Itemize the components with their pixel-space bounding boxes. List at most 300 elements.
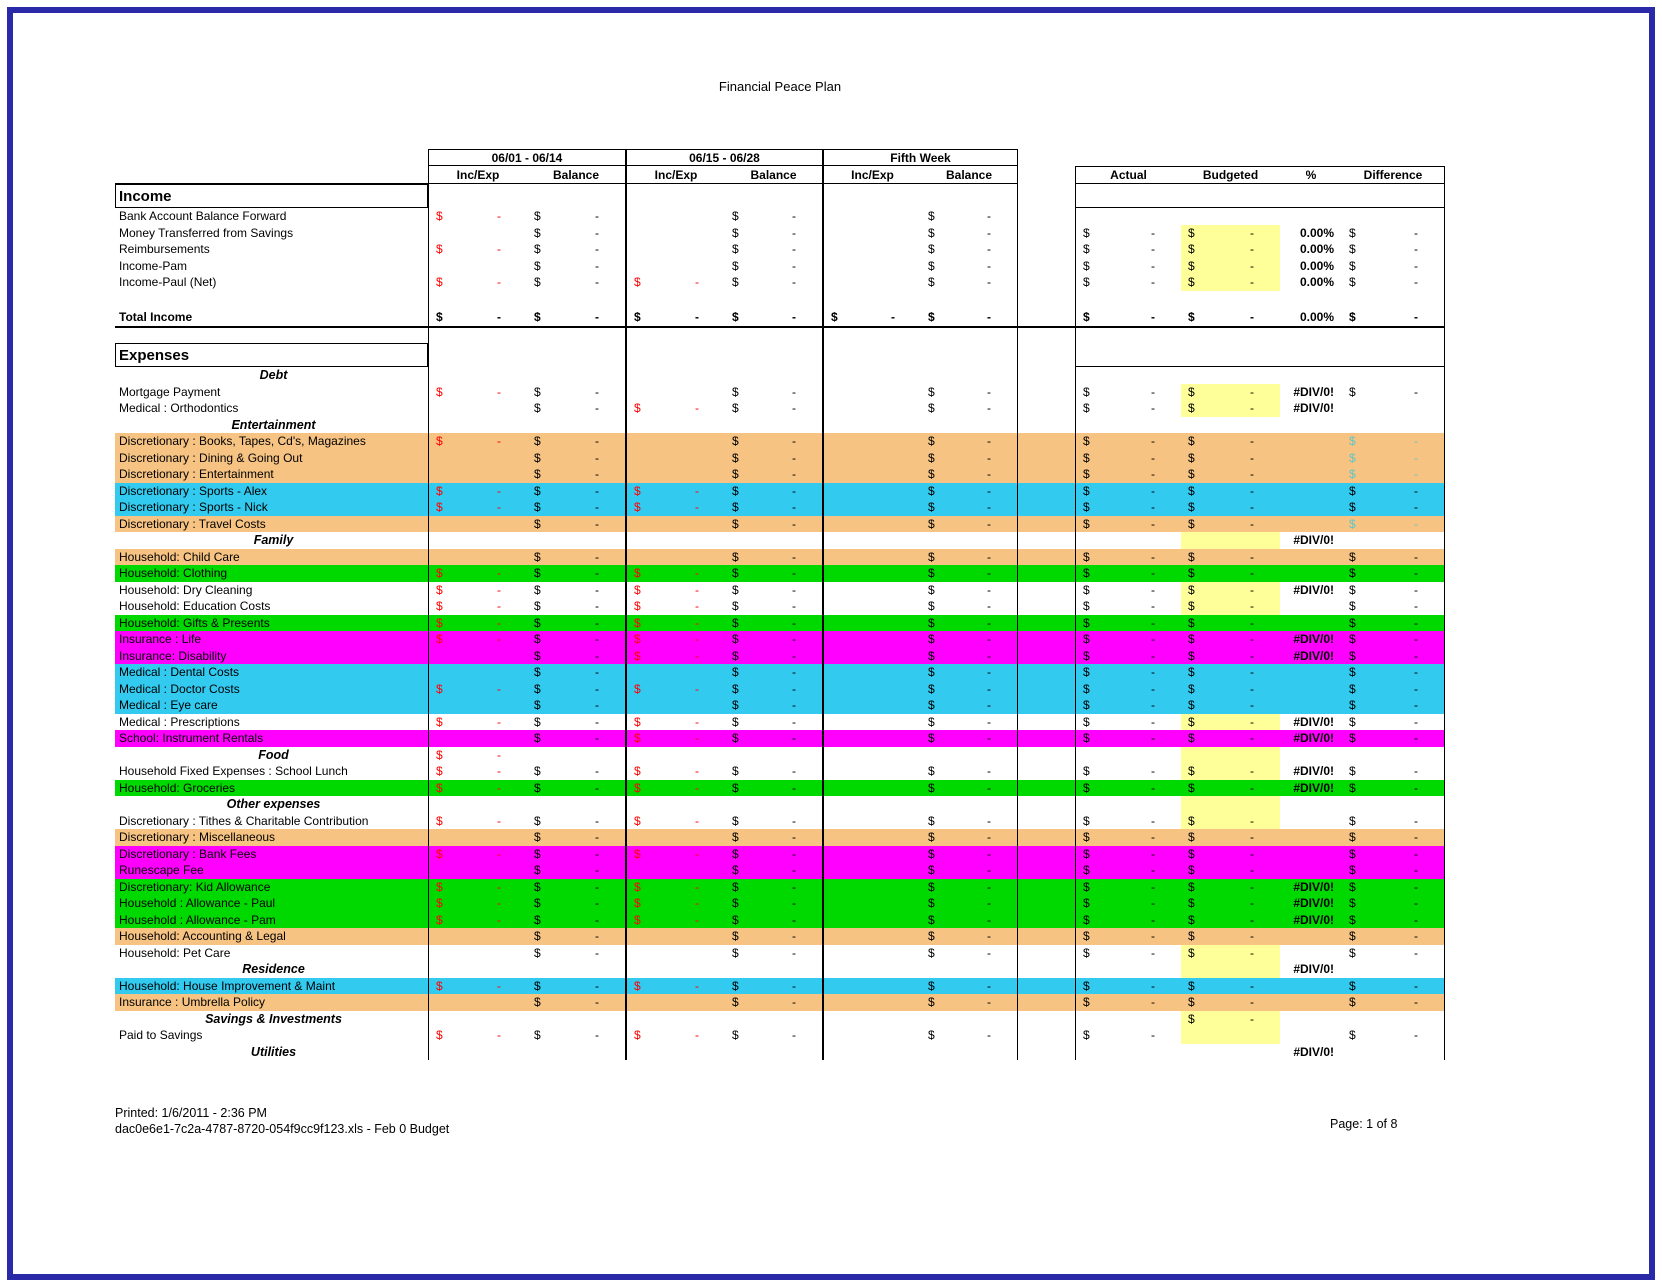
currency-symbol: $ [634, 681, 641, 696]
amount-dash: - [1151, 566, 1155, 581]
amount-dash: - [497, 714, 501, 729]
currency-symbol: $ [1349, 1028, 1356, 1043]
cell-difference [1342, 912, 1445, 929]
row-label: Income-Paul (Net) [119, 275, 217, 290]
cell-p1-balance [527, 258, 626, 275]
currency-symbol: $ [1349, 648, 1356, 663]
p1-balance-header: Balance [527, 166, 626, 184]
cell-label [115, 328, 428, 343]
cell-actual [1075, 631, 1181, 648]
row-label: Expenses [119, 346, 190, 364]
cell-gap [1018, 994, 1075, 1011]
currency-symbol: $ [1188, 434, 1195, 449]
cell-difference [1342, 697, 1445, 714]
cell-gap [1018, 532, 1075, 549]
amount-dash: - [595, 566, 599, 581]
currency-symbol: $ [1083, 599, 1090, 614]
amount-dash: - [792, 846, 796, 861]
cell-gap [1018, 1044, 1075, 1061]
cell-gap [1018, 225, 1075, 242]
cell-p1-balance [527, 225, 626, 242]
amount-dash: - [497, 632, 501, 647]
amount-dash: - [1414, 467, 1418, 482]
cell-p3-balance [921, 1044, 1018, 1061]
currency-symbol: $ [1188, 582, 1195, 597]
cell-actual [1075, 258, 1181, 275]
cell-actual [1075, 328, 1181, 343]
cell-actual [1075, 912, 1181, 929]
currency-symbol: $ [928, 863, 935, 878]
amount-dash: - [987, 813, 991, 828]
row-label: Medical : Doctor Costs [119, 681, 240, 696]
table-row [115, 681, 1445, 698]
cell-label [115, 433, 428, 450]
cell-p2-incexp [626, 328, 725, 343]
currency-symbol: $ [1083, 714, 1090, 729]
cell-budgeted [1181, 565, 1280, 582]
amount-dash: - [595, 764, 599, 779]
cell-p1-balance [527, 307, 626, 326]
cell-p2-balance [725, 582, 823, 599]
amount-dash: - [987, 549, 991, 564]
cell-difference [1342, 1011, 1445, 1028]
cell-p1-balance [527, 582, 626, 599]
cell-gap [1018, 450, 1075, 467]
cell-p1-incexp [428, 862, 527, 879]
cell-p1-incexp [428, 241, 527, 258]
amount-dash: - [1151, 813, 1155, 828]
currency-symbol: $ [1349, 995, 1356, 1010]
total-row [115, 307, 1445, 328]
cell-p1-incexp [428, 466, 527, 483]
amount-dash: - [1414, 830, 1418, 845]
amount-dash: - [595, 665, 599, 680]
cell-difference [1342, 258, 1445, 275]
cell-percent [1280, 184, 1342, 208]
currency-symbol: $ [634, 599, 641, 614]
cell-p1-incexp [428, 582, 527, 599]
cell-p3-balance [921, 615, 1018, 632]
currency-symbol: $ [928, 566, 935, 581]
cell-p2-balance [725, 681, 823, 698]
amount-dash: - [792, 1028, 796, 1043]
cell-label [115, 483, 428, 500]
cell-p2-incexp [626, 862, 725, 879]
cell-budgeted [1181, 945, 1280, 962]
cell-p2-incexp [626, 928, 725, 945]
row-label: Medical : Orthodontics [119, 401, 239, 416]
table-row [115, 258, 1445, 275]
cell-percent [1280, 499, 1342, 516]
cell-p3-incexp [823, 763, 921, 780]
cell-actual [1075, 928, 1181, 945]
cell-difference [1342, 945, 1445, 962]
currency-symbol: $ [436, 615, 443, 630]
cell-gap [1018, 328, 1075, 343]
cell-gap [1018, 928, 1075, 945]
cell-p1-balance [527, 730, 626, 747]
amount-dash: - [497, 813, 501, 828]
row-label: Household : Allowance - Paul [119, 896, 276, 911]
cell-p2-incexp [626, 1027, 725, 1044]
cell-percent [1280, 928, 1342, 945]
cell-difference [1342, 747, 1445, 764]
amount-dash: - [792, 698, 796, 713]
currency-symbol: $ [1349, 665, 1356, 680]
page-number: Page: 1 of 8 [1330, 1117, 1398, 1131]
currency-symbol: $ [732, 681, 739, 696]
amount-dash: - [1250, 780, 1254, 795]
currency-symbol: $ [732, 450, 739, 465]
currency-symbol: $ [1349, 258, 1356, 273]
cell-p1-balance [527, 328, 626, 343]
cell-percent [1280, 549, 1342, 566]
amount-dash: - [1414, 582, 1418, 597]
currency-symbol: $ [928, 242, 935, 257]
amount-dash: - [497, 896, 501, 911]
cell-p3-balance [921, 499, 1018, 516]
cell-budgeted [1181, 499, 1280, 516]
amount-dash: - [497, 582, 501, 597]
currency-symbol: $ [928, 912, 935, 927]
cell-p1-incexp [428, 328, 527, 343]
cell-gap [1018, 780, 1075, 797]
cell-p3-balance [921, 829, 1018, 846]
currency-symbol: $ [436, 275, 443, 290]
amount-dash: - [792, 500, 796, 515]
cell-p2-balance [725, 978, 823, 995]
amount-dash: - [595, 450, 599, 465]
cell-p1-incexp [428, 796, 527, 813]
currency-symbol: $ [831, 309, 838, 324]
currency-symbol: $ [732, 978, 739, 993]
amount-dash: - [792, 467, 796, 482]
currency-symbol: $ [928, 401, 935, 416]
cell-p3-incexp [823, 895, 921, 912]
cell-p2-incexp [626, 598, 725, 615]
amount-dash: - [792, 714, 796, 729]
currency-symbol: $ [1188, 813, 1195, 828]
amount-dash: - [695, 648, 699, 663]
cell-p2-balance [725, 499, 823, 516]
amount-dash: - [1250, 615, 1254, 630]
currency-symbol: $ [1083, 945, 1090, 960]
cell-actual [1075, 450, 1181, 467]
currency-symbol: $ [436, 764, 443, 779]
currency-symbol: $ [1188, 1011, 1195, 1026]
cell-label [115, 978, 428, 995]
amount-dash: - [595, 945, 599, 960]
cell-label [115, 208, 428, 225]
cell-p3-balance [921, 796, 1018, 813]
currency-symbol: $ [1188, 309, 1195, 324]
amount-dash: - [792, 681, 796, 696]
currency-symbol: $ [1083, 242, 1090, 257]
cell-p2-incexp [626, 813, 725, 830]
currency-symbol: $ [1349, 912, 1356, 927]
label-column-header [115, 166, 428, 184]
cell-gap [1018, 582, 1075, 599]
cell-percent [1280, 978, 1342, 995]
currency-symbol: $ [436, 582, 443, 597]
cell-label [115, 961, 428, 978]
cell-percent [1280, 433, 1342, 450]
amount-dash: - [1250, 681, 1254, 696]
cell-p2-balance [725, 1027, 823, 1044]
currency-symbol: $ [436, 384, 443, 399]
currency-symbol: $ [1349, 500, 1356, 515]
currency-symbol: $ [534, 500, 541, 515]
cell-p1-incexp [428, 258, 527, 275]
currency-symbol: $ [534, 582, 541, 597]
cell-budgeted [1181, 780, 1280, 797]
cell-p3-incexp [823, 184, 921, 208]
cell-p1-balance [527, 780, 626, 797]
page-title: Financial Peace Plan [718, 79, 842, 94]
amount-dash: - [595, 632, 599, 647]
cell-budgeted [1181, 582, 1280, 599]
cell-p2-balance [725, 648, 823, 665]
amount-dash: - [497, 309, 501, 324]
cell-p1-balance [527, 796, 626, 813]
currency-symbol: $ [1349, 599, 1356, 614]
cell-p2-balance [725, 796, 823, 813]
cell-p2-incexp [626, 846, 725, 863]
cell-percent-value: 0.00% [1299, 275, 1334, 290]
amount-dash: - [987, 879, 991, 894]
row-label: Household: Education Costs [119, 599, 271, 614]
cell-p2-incexp [626, 961, 725, 978]
cell-p1-balance [527, 879, 626, 896]
cell-difference [1342, 846, 1445, 863]
currency-symbol: $ [1083, 467, 1090, 482]
cell-difference [1342, 549, 1445, 566]
currency-symbol: $ [1083, 1028, 1090, 1043]
amount-dash: - [1414, 863, 1418, 878]
subsection-row [115, 747, 1445, 764]
amount-dash: - [1250, 225, 1254, 240]
cell-p2-incexp [626, 400, 725, 417]
amount-dash: - [987, 863, 991, 878]
budgeted-header: Budgeted [1181, 166, 1280, 184]
amount-dash: - [792, 665, 796, 680]
currency-symbol: $ [634, 896, 641, 911]
cell-p3-balance [921, 895, 1018, 912]
currency-symbol: $ [928, 1028, 935, 1043]
cell-budgeted [1181, 961, 1280, 978]
cell-p2-balance [725, 763, 823, 780]
cell-p1-incexp [428, 184, 527, 208]
cell-p3-incexp [823, 225, 921, 242]
currency-symbol: $ [1188, 467, 1195, 482]
row-label: Household: Gifts & Presents [119, 615, 270, 630]
cell-label [115, 532, 428, 549]
cell-p2-balance [725, 549, 823, 566]
currency-symbol: $ [436, 681, 443, 696]
cell-p2-incexp [626, 417, 725, 434]
currency-symbol: $ [1188, 615, 1195, 630]
currency-symbol: $ [634, 615, 641, 630]
cell-p3-balance [921, 780, 1018, 797]
currency-symbol: $ [1188, 863, 1195, 878]
currency-symbol: $ [1349, 698, 1356, 713]
table-row [115, 225, 1445, 242]
currency-symbol: $ [1349, 309, 1356, 324]
row-label: Income-Pam [119, 258, 188, 273]
amount-dash: - [792, 242, 796, 257]
cell-label [115, 730, 428, 747]
amount-dash: - [792, 599, 796, 614]
amount-dash: - [1151, 714, 1155, 729]
amount-dash: - [987, 450, 991, 465]
cell-p3-balance [921, 367, 1018, 384]
cell-label [115, 1044, 428, 1061]
amount-dash: - [695, 582, 699, 597]
cell-difference [1342, 862, 1445, 879]
amount-dash: - [792, 434, 796, 449]
cell-budgeted [1181, 274, 1280, 291]
cell-p1-incexp [428, 1027, 527, 1044]
cell-p2-balance [725, 384, 823, 401]
cell-p1-balance [527, 367, 626, 384]
cell-actual [1075, 1011, 1181, 1028]
row-label: Discretionary : Sports - Alex [119, 483, 268, 498]
cell-label [115, 714, 428, 731]
currency-symbol: $ [1188, 384, 1195, 399]
currency-symbol: $ [534, 648, 541, 663]
cell-budgeted [1181, 813, 1280, 830]
amount-dash: - [1151, 780, 1155, 795]
cell-gap [1018, 598, 1075, 615]
cell-gap [1018, 184, 1075, 208]
currency-symbol: $ [1083, 384, 1090, 399]
cell-actual [1075, 681, 1181, 698]
table-row [115, 549, 1445, 566]
cell-p1-incexp [428, 961, 527, 978]
currency-symbol: $ [634, 846, 641, 861]
currency-symbol: $ [1188, 275, 1195, 290]
cell-p1-incexp [428, 291, 527, 308]
cell-p1-incexp [428, 208, 527, 225]
amount-dash: - [987, 830, 991, 845]
cell-actual [1075, 598, 1181, 615]
cell-p2-balance [725, 450, 823, 467]
cell-gap [1018, 714, 1075, 731]
subsection-row [115, 367, 1445, 384]
cell-actual [1075, 225, 1181, 242]
cell-p3-balance [921, 466, 1018, 483]
currency-symbol: $ [634, 714, 641, 729]
currency-symbol: $ [1349, 945, 1356, 960]
currency-symbol: $ [436, 714, 443, 729]
cell-p3-balance [921, 1027, 1018, 1044]
cell-p3-balance [921, 730, 1018, 747]
cell-label [115, 994, 428, 1011]
amount-dash: - [595, 599, 599, 614]
amount-dash: - [1414, 698, 1418, 713]
cell-actual [1075, 532, 1181, 549]
amount-dash: - [1414, 879, 1418, 894]
row-label: Money Transferred from Savings [119, 225, 294, 240]
cell-difference [1342, 532, 1445, 549]
cell-difference [1342, 565, 1445, 582]
amount-dash: - [792, 209, 796, 224]
currency-symbol: $ [436, 813, 443, 828]
cell-gap [1018, 384, 1075, 401]
amount-dash: - [1151, 912, 1155, 927]
cell-percent [1280, 813, 1342, 830]
amount-dash: - [695, 912, 699, 927]
cell-p3-incexp [823, 648, 921, 665]
row-label: School: Instrument Rentals [119, 731, 264, 746]
amount-dash: - [1250, 242, 1254, 257]
amount-dash: - [695, 731, 699, 746]
amount-dash: - [595, 225, 599, 240]
table-row [115, 813, 1445, 830]
cell-percent-value: #DIV/0! [1293, 780, 1334, 795]
cell-gap [1018, 763, 1075, 780]
cell-p1-balance [527, 549, 626, 566]
currency-symbol: $ [732, 599, 739, 614]
cell-difference [1342, 400, 1445, 417]
cell-p3-incexp [823, 598, 921, 615]
cell-label [115, 664, 428, 681]
cell-p2-balance [725, 417, 823, 434]
cell-p1-balance [527, 714, 626, 731]
amount-dash: - [987, 945, 991, 960]
cell-p2-incexp [626, 582, 725, 599]
cell-actual [1075, 945, 1181, 962]
currency-symbol: $ [534, 863, 541, 878]
amount-dash: - [1414, 434, 1418, 449]
cell-label [115, 879, 428, 896]
amount-dash: - [1151, 648, 1155, 663]
cell-difference [1342, 450, 1445, 467]
cell-percent [1280, 1027, 1342, 1044]
amount-dash: - [1151, 483, 1155, 498]
cell-p2-balance [725, 291, 823, 308]
cell-actual [1075, 615, 1181, 632]
cell-gap [1018, 631, 1075, 648]
currency-symbol: $ [1083, 731, 1090, 746]
row-label: Insurance: Disability [119, 648, 227, 663]
currency-symbol: $ [1188, 714, 1195, 729]
cell-budgeted [1181, 648, 1280, 665]
cell-p1-balance [527, 912, 626, 929]
currency-symbol: $ [732, 309, 739, 324]
cell-p2-incexp [626, 879, 725, 896]
currency-symbol: $ [1083, 500, 1090, 515]
amount-dash: - [595, 929, 599, 944]
cell-p3-balance [921, 328, 1018, 343]
cell-actual [1075, 730, 1181, 747]
currency-symbol: $ [436, 599, 443, 614]
cell-p2-incexp [626, 532, 725, 549]
amount-dash: - [595, 467, 599, 482]
currency-symbol: $ [534, 384, 541, 399]
cell-difference [1342, 483, 1445, 500]
cell-difference [1342, 384, 1445, 401]
amount-dash: - [1151, 258, 1155, 273]
amount-dash: - [1414, 978, 1418, 993]
amount-dash: - [1250, 401, 1254, 416]
amount-dash: - [1414, 615, 1418, 630]
cell-p2-incexp [626, 796, 725, 813]
cell-p2-incexp [626, 829, 725, 846]
currency-symbol: $ [1188, 566, 1195, 581]
currency-symbol: $ [534, 879, 541, 894]
cell-difference [1342, 499, 1445, 516]
